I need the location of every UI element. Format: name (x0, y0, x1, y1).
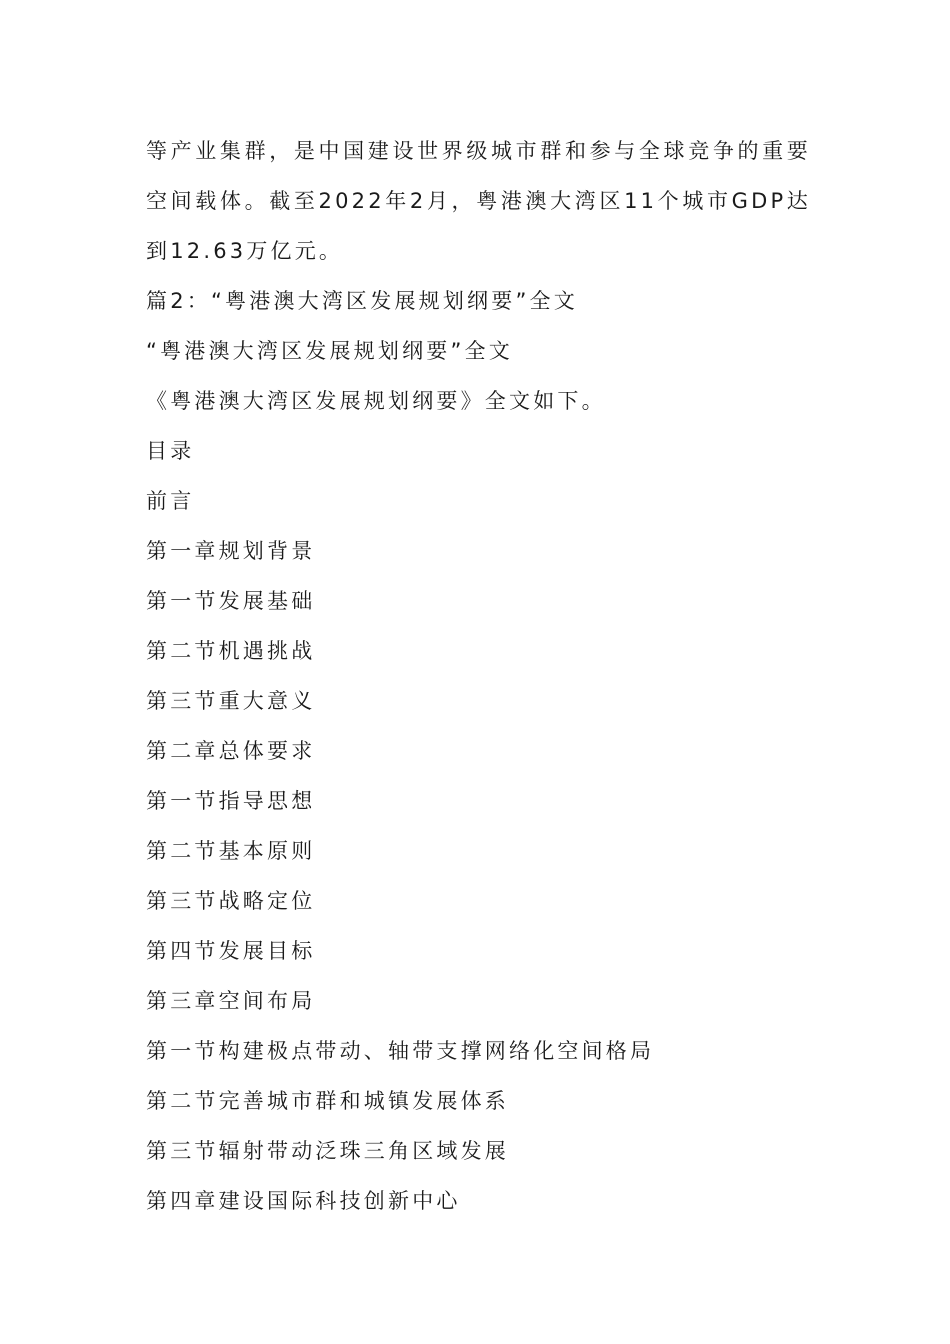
toc-heading: 目录 (146, 439, 195, 463)
toc-item-chapter-1-section-3: 第三节重大意义 (146, 689, 316, 713)
article-heading: 篇2：“粤港澳大湾区发展规划纲要”全文 (146, 289, 578, 313)
document-title-line: “粤港澳大湾区发展规划纲要”全文 (146, 339, 513, 363)
toc-item-chapter-3-section-2: 第二节完善城市群和城镇发展体系 (146, 1089, 509, 1113)
document-body (146, 126, 811, 1226)
lead-line: 《粤港澳大湾区发展规划纲要》全文如下。 (146, 389, 606, 413)
toc-item-chapter-2-section-1: 第一节指导思想 (146, 789, 316, 813)
toc-item-chapter-2-section-4: 第四节发展目标 (146, 939, 316, 963)
toc-item-chapter-1: 第一章规划背景 (146, 539, 316, 563)
table-of-contents (146, 476, 811, 1226)
toc-item-chapter-1-section-2: 第二节机遇挑战 (146, 639, 316, 663)
intro-paragraph: 等产业集群，是中国建设世界级城市群和参与全球竞争的重要空间载体。截至2022年2月，粤港澳大湾区11个城市GDP达到12.63万亿元。 (146, 139, 811, 263)
toc-item-chapter-3-section-3: 第三节辐射带动泛珠三角区域发展 (146, 1139, 509, 1163)
toc-item-chapter-2-section-3: 第三节战略定位 (146, 889, 316, 913)
toc-item-chapter-4: 第四章建设国际科技创新中心 (146, 1189, 461, 1213)
toc-item-chapter-3: 第三章空间布局 (146, 989, 316, 1013)
toc-item-chapter-2: 第二章总体要求 (146, 739, 316, 763)
toc-item-preface: 前言 (146, 489, 195, 513)
toc-item-chapter-1-section-1: 第一节发展基础 (146, 589, 316, 613)
toc-item-chapter-3-section-1: 第一节构建极点带动、轴带支撑网络化空间格局 (146, 1039, 655, 1063)
toc-item-chapter-2-section-2: 第二节基本原则 (146, 839, 316, 863)
